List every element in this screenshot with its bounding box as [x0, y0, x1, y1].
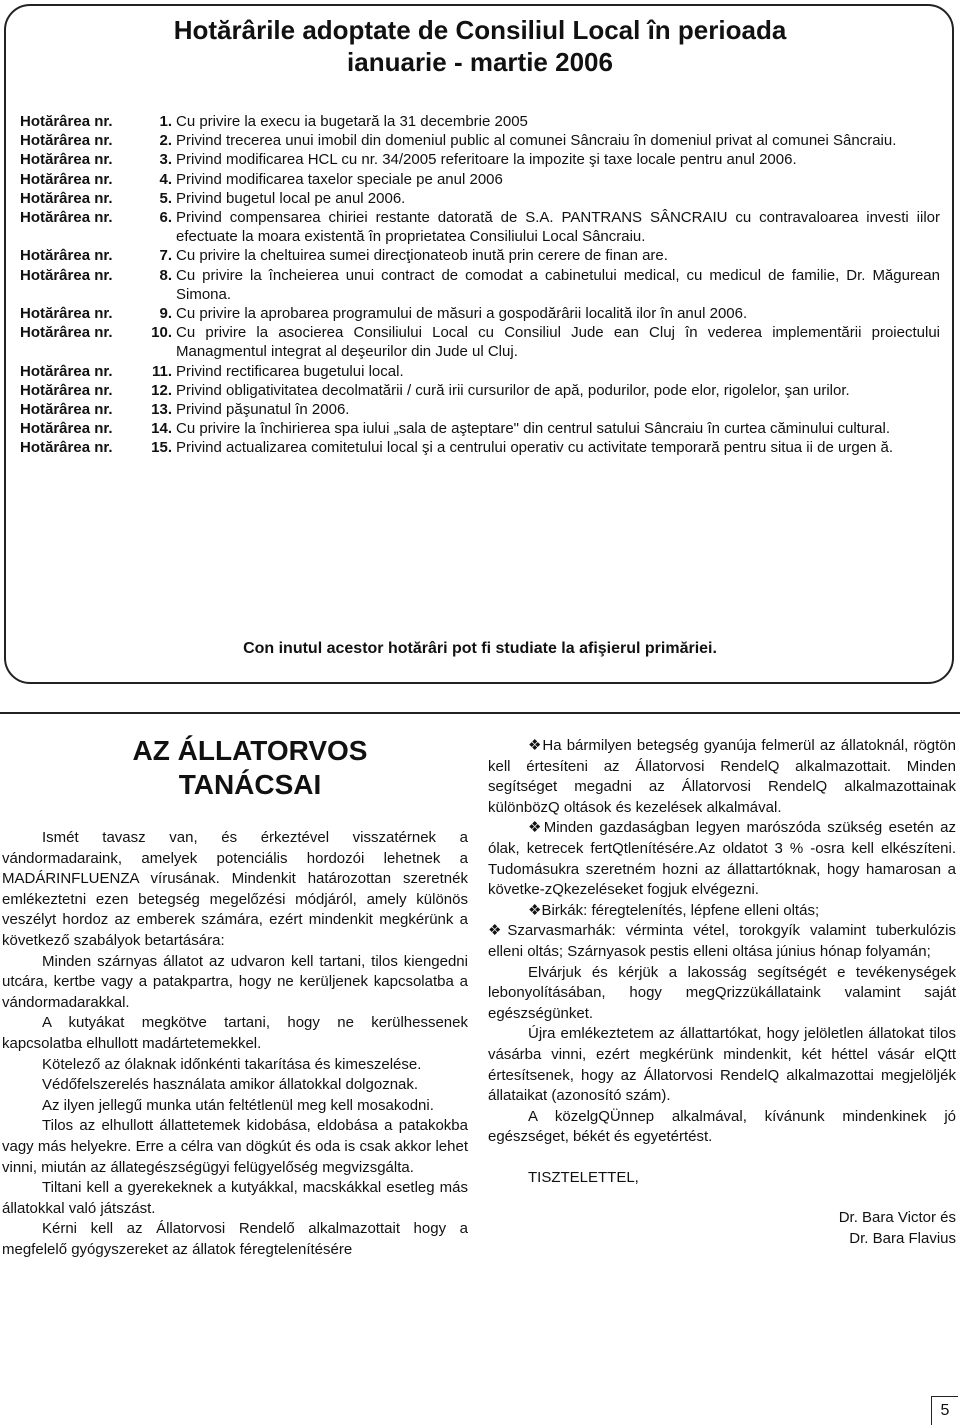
article-title-line-2: TANÁCSAI: [178, 769, 322, 800]
decision-number: 4.: [159, 170, 172, 188]
decision-number: 13.: [151, 401, 172, 419]
decision-item: [20, 246, 940, 265]
article-paragraph: A közelgQÜnnep alkalmával, kívánunk mindenkinek jó egészséget, békét és egyetértést.: [488, 1107, 956, 1146]
decision-number: 6.: [159, 209, 172, 227]
decision-text: Privind modificarea taxelor speciale pe anul 2006: [176, 170, 503, 188]
decision-number: 10.: [151, 324, 172, 342]
decision-number: 9.: [159, 305, 172, 323]
decision-text: Cu privire la asocierea Consiliului Local cu Consiliul Jude ean Cluj în vederea implementării proiectului Managmentul integrat al deşeurilor din Jude ul Cluj.: [176, 324, 940, 361]
article-paragraph: Elvárjuk és kérjük a lakosság segítségét e tevékenységek lebonyolításában, hogy megQrizzükállataink valamint saját egészségünket.: [488, 963, 956, 1022]
article-title-line-1: AZ ÁLLATORVOS: [132, 735, 368, 766]
decision-text: Privind actualizarea comitetului local şi a centrului operativ cu activitate temporară pentru situa ii de urgen ă.: [176, 439, 894, 457]
decisions-footnote: Con inutul acestor hotărâri pot fi studiate la afişierul primăriei.: [243, 640, 717, 657]
decision-item: [20, 400, 940, 419]
decision-label: Hotărârea nr.: [20, 113, 113, 130]
decision-number: 14.: [151, 420, 172, 438]
decision-number: 3.: [159, 151, 172, 169]
article-paragraph: Kérni kell az Állatorvosi Rendelő alkalmazottait hogy a megfelelő gyógyszereket az állatok féregtelenítésére: [2, 1220, 468, 1258]
page-number: 5: [931, 1396, 958, 1425]
decision-number: 15.: [151, 439, 172, 457]
decision-label: Hotărârea nr.: [20, 439, 113, 457]
decision-number: 12.: [151, 381, 172, 399]
decision-text: Privind trecerea unui imobil din domeniul public al comunei Sâncraiu în domeniul privat al comunei Sâncraiu.: [176, 132, 897, 150]
decision-item: [20, 362, 940, 381]
article-paragraph: Kötelező az ólaknak időnkénti takarítása és kimeszelése.: [42, 1055, 422, 1073]
decision-label: Hotărârea nr.: [20, 189, 113, 207]
decision-label: Hotărârea nr.: [20, 132, 113, 150]
article-paragraph: Az ilyen jellegű munka után feltétlenül meg kell mosakodni.: [42, 1096, 434, 1114]
title-line-2: ianuarie - martie 2006: [347, 47, 613, 77]
page-title: [0, 14, 960, 78]
article-paragraph: ❖Szarvasmarhák: vérminta vétel, torokgyík valamint tuberkulózis elleni oltás; Szárnyasok pestis elleni oltása június hónap folyamán;: [488, 922, 956, 960]
decision-text: Privind rectificarea bugetului local.: [176, 362, 404, 380]
decisions-list: [20, 112, 940, 458]
article-title: [20, 734, 480, 802]
section-divider: [0, 712, 960, 714]
article-left-column: [2, 828, 468, 1260]
decision-label: Hotărârea nr.: [20, 247, 113, 265]
decision-text: Privind obligativitatea decolmatării / cură irii cursurilor de apă, podurilor, pode elor, rigolelor, şan urilor.: [176, 381, 850, 399]
article-paragraph: ❖Birkák: féregtelenítés, lépfene elleni oltás;: [528, 901, 820, 919]
article-paragraph: Ismét tavasz van, és érkeztével visszatérnek a vándormadaraink, amelyek potenciális hordozói lehetnek a MADÁRINFLUENZA vírusának. Mindenkit határozottan szeretnék emlékeztetni ezen betegség megelőzési módjáról, amely különös veszélyt hordoz az emberek számára, ezért mindenkit megkérünk a következő szabályok betartására:: [2, 829, 468, 949]
decision-text: Cu privire la închirierea spa iului „sala de aşteptare" din centrul satului Sâncraiu în curtea căminului cultural.: [176, 420, 891, 438]
decision-label: Hotărârea nr.: [20, 401, 113, 419]
article-paragraph: ❖Minden gazdaságban legyen marószóda szükség esetén az ólak, ketrecek fertQtlenítésére.Az oldatot 3 % -osra kell elkészíteni. Tudomásukra szeretném hozni az állattartóknak, hogy hamarosan a követke-zQkezeléseket fogjuk elvégezni.: [488, 819, 956, 899]
article-paragraph: Újra emlékeztetem az állattartókat, hogy jelöletlen állatokat tilos vásárba vinni, ezért megkérünk mindenkit, két héttel vásár elQtt értesítsenek, hogy az Állatorvosi RendelQ alkalmazottai megjelöljék állataikat (azonosító szám).: [488, 1025, 956, 1105]
decision-item: [20, 419, 940, 438]
decision-label: Hotărârea nr.: [20, 324, 113, 342]
article-paragraph: Védőfelszerelés használata amikor állatokkal dolgoznak.: [42, 1076, 419, 1094]
decision-item: [20, 112, 940, 131]
decision-label: Hotărârea nr.: [20, 362, 113, 380]
decision-number: 7.: [159, 247, 172, 265]
signature-line-2: Dr. Bara Flavius: [849, 1230, 956, 1248]
decision-label: Hotărârea nr.: [20, 420, 113, 438]
decision-text: Cu privire la aprobarea programului de măsuri a gospodărârii localită ilor în anul 2006.: [176, 305, 748, 323]
decision-item: [20, 266, 940, 304]
decision-label: Hotărârea nr.: [20, 305, 113, 323]
decision-number: 5.: [159, 189, 172, 207]
decision-item: [20, 323, 940, 361]
decision-label: Hotărârea nr.: [20, 151, 113, 169]
decision-text: Cu privire la încheierea unui contract de comodat a cabinetului medical, cu medicul de familie, Dr. Măgurean Simona.: [176, 266, 940, 303]
decision-item: [20, 150, 940, 169]
closing: TISZTELETTEL,: [528, 1168, 639, 1186]
decision-item: [20, 131, 940, 150]
article-paragraph: Tiltani kell a gyerekeknek a kutyákkal, macskákkal esetleg más állatokkal való játszást.: [2, 1179, 468, 1217]
signature-line-1: Dr. Bara Victor és: [838, 1209, 956, 1227]
decision-item: [20, 381, 940, 400]
decision-label: Hotărârea nr.: [20, 209, 113, 227]
decision-number: 8.: [159, 266, 172, 284]
decision-item: [20, 170, 940, 189]
title-line-1: Hotărârile adoptate de Consiliul Local în perioada: [173, 15, 787, 45]
decision-label: Hotărârea nr.: [20, 381, 113, 399]
decision-text: Cu privire la cheltuirea sumei direcţionateob inută prin cerere de finan are.: [176, 247, 668, 265]
signature: [488, 1208, 956, 1249]
decision-label: Hotărârea nr.: [20, 266, 113, 284]
decision-label: Hotărârea nr.: [20, 170, 113, 188]
article-paragraph: ❖Ha bármilyen betegség gyanúja felmerül az állatoknál, rögtön kell értesíteni az Állatorvosi RendelQ alkalmazottait. Minden segítséget megadni az Állatorvosi RendelQ alkalmazottainak különbözQ oltások és kezelések alkalmával.: [488, 737, 956, 816]
article-paragraph: Minden szárnyas állatot az udvaron kell tartani, tilos kiengedni utcára, kertbe vagy a patakpartra, hogy ne kerüljenek kapcsolatba a vándormadarakkal.: [2, 952, 468, 1011]
article-right-column: [488, 736, 956, 1250]
decision-item: [20, 189, 940, 208]
article-paragraph: A kutyákat megkötve tartani, hogy ne kerülhessenek kapcsolatba elhullott madártetemekkel.: [2, 1014, 468, 1052]
decision-number: 2.: [159, 132, 172, 150]
decision-item: [20, 304, 940, 323]
decision-text: Privind bugetul local pe anul 2006.: [176, 189, 406, 207]
decision-text: Privind compensarea chiriei restante datorată de S.A. PANTRANS SÂNCRAIU cu contravaloarea investi iilor efectuate la moara existentă în proprietatea Consiliului Local Sâncraiu.: [176, 209, 940, 246]
decision-number: 11.: [151, 362, 172, 380]
decision-item: [20, 208, 940, 246]
article-paragraph: Tilos az elhullott állattetemek kidobása, eldobása a patakokba vagy más helyekre. Erre a célra van dögkút és oda is csak akkor lehet vinni, miután az állategészségügyi felügyelőség megvizsgálta.: [2, 1117, 468, 1176]
decision-item: [20, 438, 940, 457]
decision-text: Privind păşunatul în 2006.: [176, 401, 350, 419]
decision-text: Privind modificarea HCL cu nr. 34/2005 referitoare la impozite şi taxe locale pentru anul 2006.: [176, 151, 797, 169]
decision-text: Cu privire la execu ia bugetară la 31 decembrie 2005: [176, 113, 528, 130]
decision-number: 1.: [159, 113, 172, 130]
